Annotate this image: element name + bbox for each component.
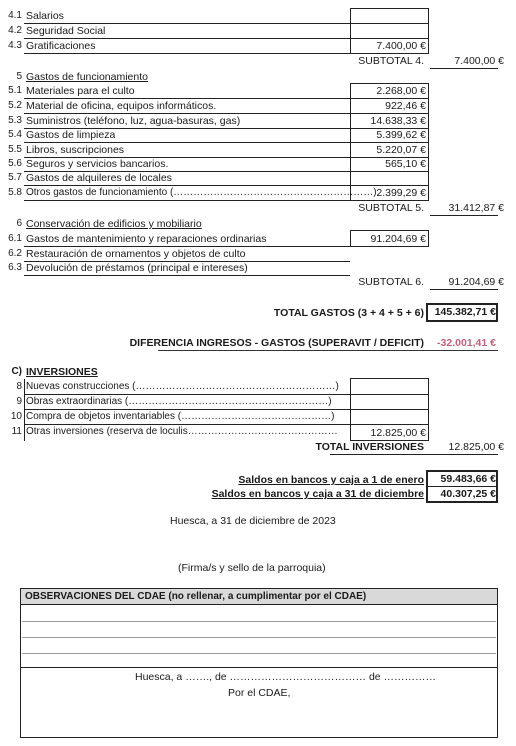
item-code: 5.8 xyxy=(8,187,22,198)
item-label: Salarios xyxy=(26,10,64,22)
diferencia-amount: -32.001,41 € xyxy=(437,337,496,349)
total-gastos-label: TOTAL GASTOS (3 + 4 + 5 + 6) xyxy=(273,307,424,319)
item-label: Otras inversiones (reserva de loculis……………………………………… xyxy=(26,426,338,437)
saldos-divider xyxy=(427,486,497,487)
item-amount: 922,46 € xyxy=(385,100,426,112)
subtotal-underline xyxy=(430,68,498,69)
diferencia-label: DIFERENCIA INGRESOS - GASTOS (SUPERAVIT / DEFICIT) xyxy=(129,337,424,349)
item-code: 5.5 xyxy=(8,144,22,155)
subtotal-amount: 91.204,69 € xyxy=(448,276,504,288)
item-label: Otros gastos de funcionamiento (……………………………………………………) xyxy=(26,187,377,198)
item-amount: 2.268,00 € xyxy=(376,85,426,97)
subtotal-underline xyxy=(430,289,498,290)
item-code: 11 xyxy=(11,426,22,437)
item-amount: 5.399,62 € xyxy=(376,129,426,141)
subtotal-label: SUBTOTAL 4. xyxy=(358,55,424,67)
total-inversiones-underline xyxy=(330,454,498,455)
item-code: 5.2 xyxy=(8,100,22,111)
row-underline xyxy=(24,53,350,54)
item-label: Material de oficina, equipos informáticos. xyxy=(26,100,217,112)
item-code: 8 xyxy=(16,381,22,392)
section-title: Gastos de funcionamiento xyxy=(26,71,148,83)
item-code: 6.3 xyxy=(8,262,22,273)
observaciones-divider xyxy=(21,667,497,668)
section-title: Conservación de edificios y mobiliario xyxy=(26,218,202,230)
item-amount: 91.204,69 € xyxy=(370,233,426,245)
row-underline xyxy=(24,424,429,425)
place-date: Huesca, a 31 de diciembre de 2023 xyxy=(170,515,336,527)
item-code: 10 xyxy=(10,411,22,422)
subtotal-underline xyxy=(430,215,498,216)
item-label: Materiales para el culto xyxy=(26,85,135,97)
row-underline xyxy=(24,200,429,201)
item-label: Gratificaciones xyxy=(26,40,96,52)
item-code: 5.1 xyxy=(8,85,22,96)
item-label: Seguridad Social xyxy=(26,25,106,37)
item-code: 4.2 xyxy=(8,25,22,36)
item-label: Gastos de mantenimiento y reparaciones ordinarias xyxy=(26,233,267,245)
observaciones-signature: Por el CDAE, xyxy=(228,687,291,699)
row-underline xyxy=(24,142,429,143)
total-gastos-amount: 145.382,71 € xyxy=(434,306,496,318)
item-label: Compra de objetos inventariables (………………………………………) xyxy=(26,411,335,422)
item-code: 6.2 xyxy=(8,248,22,259)
saldo-enero-label: Saldos en bancos y caja a 1 de enero xyxy=(238,474,424,486)
section-title: INVERSIONES xyxy=(26,366,98,378)
item-label: Suministros (teléfono, luz, agua-basuras, gas) xyxy=(26,115,241,127)
item-label: Seguros y servicios bancarios. xyxy=(26,158,169,170)
saldo-diciembre-amount: 40.307,25 € xyxy=(440,488,496,500)
item-code: 4.1 xyxy=(8,10,22,21)
section-code: 6 xyxy=(16,218,22,229)
item-amount: 565,10 € xyxy=(385,158,426,170)
item-code: 5.3 xyxy=(8,115,22,126)
row-underline xyxy=(24,246,350,247)
row-underline xyxy=(24,275,350,276)
row-underline xyxy=(24,23,350,24)
subtotal-amount: 7.400,00 € xyxy=(454,55,504,67)
item-code: 5.4 xyxy=(8,129,22,140)
section-code: 5 xyxy=(16,71,22,82)
item-label: Obras extraordinarias (……………………………………………………) xyxy=(26,396,332,407)
observaciones-date-line: Huesca, a ……., de ………………………………… de …………… xyxy=(135,671,437,683)
observaciones-line[interactable] xyxy=(22,637,496,638)
subtotal-amount: 31.412,87 € xyxy=(448,202,504,214)
row-underline xyxy=(24,394,429,395)
row-leftline xyxy=(24,379,25,441)
row-underline xyxy=(24,409,429,410)
item-amount: 14.638,33 € xyxy=(370,115,426,127)
observaciones-line[interactable] xyxy=(22,621,496,622)
item-code: 4.3 xyxy=(8,40,22,51)
row-underline xyxy=(24,113,429,114)
row-underline xyxy=(24,38,350,39)
firma-note: (Firma/s y sello de la parroquia) xyxy=(178,562,326,574)
item-code: 5.7 xyxy=(8,172,22,183)
total-inversiones-label: TOTAL INVERSIONES xyxy=(315,441,424,453)
item-label: Devolución de préstamos (principal e intereses) xyxy=(26,262,248,274)
diferencia-underline xyxy=(158,350,498,351)
saldo-diciembre-label: Saldos en bancos y caja a 31 de diciembre xyxy=(211,488,424,500)
cell-divider xyxy=(350,23,429,24)
observaciones-header: OBSERVACIONES DEL CDAE (no rellenar, a cumplimentar por el CDAE) xyxy=(25,591,367,602)
item-amount: 2.399,29 € xyxy=(376,187,426,199)
item-label: Gastos de alquileres de locales xyxy=(26,172,172,184)
row-underline xyxy=(24,185,429,186)
saldo-enero-amount: 59.483,66 € xyxy=(440,473,496,485)
item-code: 5.6 xyxy=(8,158,22,169)
item-amount: 12.825,00 € xyxy=(370,427,426,439)
observaciones-box xyxy=(20,588,498,738)
cell-divider xyxy=(350,38,429,39)
total-inversiones-amount: 12.825,00 € xyxy=(448,441,504,453)
item-label: Libros, suscripciones xyxy=(26,144,125,156)
item-label: Nuevas construcciones (……………………………………………………) xyxy=(26,381,339,392)
item-label: Restauración de ornamentos y objetos de culto xyxy=(26,248,246,260)
item-label: Gastos de limpieza xyxy=(26,129,116,141)
subtotal-label: SUBTOTAL 6. xyxy=(358,276,424,288)
item-code: 6.1 xyxy=(8,233,22,244)
section-code: C) xyxy=(11,366,22,377)
row-underline xyxy=(24,98,429,99)
subtotal-label: SUBTOTAL 5. xyxy=(358,202,424,214)
item-amount: 7.400,00 € xyxy=(376,40,426,52)
observaciones-line[interactable] xyxy=(22,653,496,654)
item-code: 9 xyxy=(16,396,22,407)
item-amount: 5.220,07 € xyxy=(376,144,426,156)
